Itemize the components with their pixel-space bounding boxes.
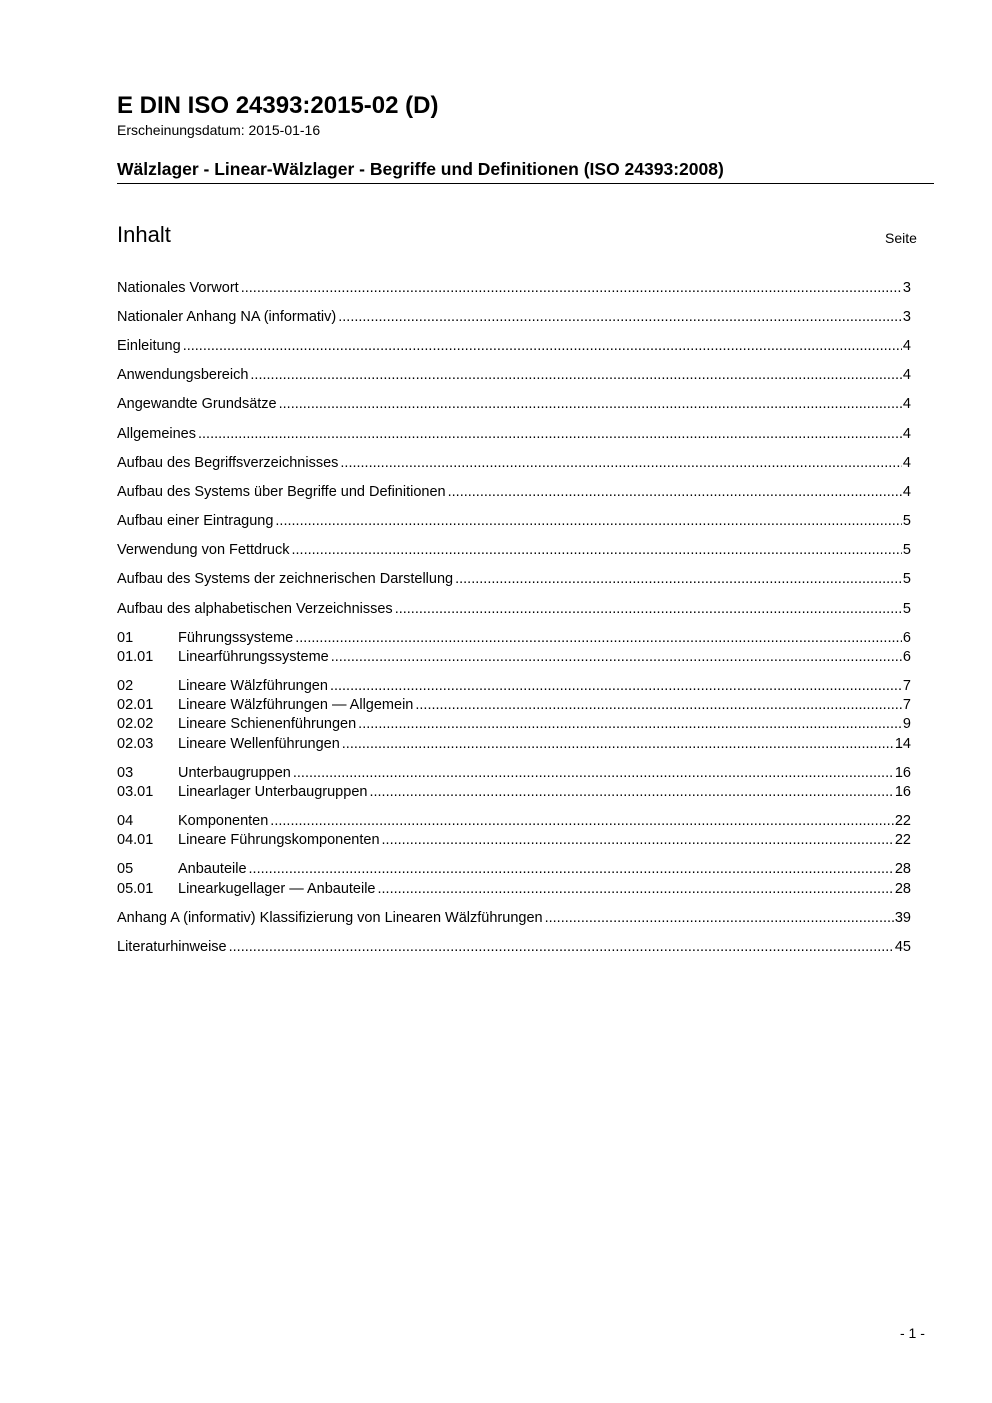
toc-leader-dots [198, 425, 902, 444]
toc-entry-page: 9 [902, 716, 911, 732]
toc-entry[interactable] [117, 570, 911, 589]
toc-entry[interactable] [117, 483, 911, 502]
toc-entry-title: Aufbau des Begriffsverzeichnisses [117, 455, 339, 471]
toc-entry-page: 28 [894, 881, 911, 897]
document-title: Wälzlager - Linear-Wälzlager - Begriffe und Definitionen (ISO 24393:2008) [117, 159, 724, 179]
toc-entry-page: 3 [902, 280, 911, 296]
toc-entry-title: Unterbaugruppen [178, 765, 291, 781]
toc-entry-title: Literaturhinweise [117, 939, 227, 955]
toc-entry[interactable] [117, 279, 911, 298]
toc-entry-number: 03.01 [117, 784, 154, 800]
toc-entry[interactable] [117, 812, 911, 831]
toc-entry[interactable] [117, 512, 911, 531]
toc-entry-title: Lineare Wälzführungen [178, 678, 328, 694]
toc-entry[interactable] [117, 880, 911, 899]
toc-entry[interactable] [117, 696, 911, 715]
toc-entry[interactable] [117, 783, 911, 802]
toc-leader-dots [293, 764, 894, 783]
toc-entry-title: Einleitung [117, 338, 181, 354]
toc-leader-dots [415, 696, 902, 715]
toc-entry[interactable] [117, 909, 911, 928]
toc-entry[interactable] [117, 308, 911, 327]
toc-entry-page: 4 [902, 484, 911, 500]
toc-entry[interactable] [117, 454, 911, 473]
toc-leader-dots [369, 783, 893, 802]
toc-entry-title: Nationales Vorwort [117, 280, 239, 296]
toc-leader-dots [382, 831, 894, 850]
toc-entry[interactable] [117, 860, 911, 879]
toc-leader-dots [249, 860, 894, 879]
toc-leader-dots [330, 677, 902, 696]
toc-leader-dots [292, 541, 902, 560]
toc-leader-dots [295, 629, 902, 648]
toc-entry-page: 6 [902, 649, 911, 665]
toc-entry-number: 04.01 [117, 832, 154, 848]
toc-entry-page: 22 [894, 832, 911, 848]
toc-leader-dots [270, 812, 894, 831]
toc-entry-page: 22 [894, 813, 911, 829]
toc-leader-dots [395, 600, 902, 619]
toc-leader-dots [340, 454, 902, 473]
toc-heading: Inhalt [117, 222, 171, 247]
toc-entry[interactable] [117, 366, 911, 385]
toc-leader-dots [358, 715, 902, 734]
toc-entry-title: Aufbau des alphabetischen Verzeichnisses [117, 601, 393, 617]
toc-entry-number: 01 [117, 630, 134, 646]
toc-entry[interactable] [117, 541, 911, 560]
toc-entry[interactable] [117, 831, 911, 850]
toc-page-label: Seite [885, 230, 917, 246]
toc-entry-page: 3 [902, 309, 911, 325]
toc-entry-title: Lineare Führungskomponenten [178, 832, 380, 848]
publication-date: Erscheinungsdatum: 2015-01-16 [117, 122, 321, 138]
toc-entry-page: 39 [894, 910, 911, 926]
toc-entry-page: 4 [902, 396, 911, 412]
toc-entry-number: 02.02 [117, 716, 154, 732]
toc-entry[interactable] [117, 938, 911, 957]
toc-entry-title: Anwendungsbereich [117, 367, 249, 383]
toc-entry-number: 02.03 [117, 736, 154, 752]
toc-entry-number: 03 [117, 765, 134, 781]
toc-leader-dots [455, 570, 902, 589]
toc-entry-page: 6 [902, 630, 911, 646]
toc-entry-number: 05 [117, 861, 134, 877]
toc-entry-number: 02.01 [117, 697, 154, 713]
toc-leader-dots [275, 512, 902, 531]
toc-leader-dots [342, 735, 894, 754]
toc-entry-page: 28 [894, 861, 911, 877]
toc-entry-page: 14 [894, 736, 911, 752]
toc-entry[interactable] [117, 677, 911, 696]
toc-entry-page: 5 [902, 542, 911, 558]
toc-entry-number: 01.01 [117, 649, 154, 665]
toc-entry-title: Nationaler Anhang NA (informativ) [117, 309, 337, 325]
toc-leader-dots [183, 337, 902, 356]
toc-entry-title: Anbauteile [178, 861, 247, 877]
toc-entry-page: 7 [902, 678, 911, 694]
toc-leader-dots [338, 308, 902, 327]
toc-entry-title: Verwendung von Fettdruck [117, 542, 290, 558]
toc-entry-page: 5 [902, 571, 911, 587]
toc-leader-dots [545, 909, 894, 928]
toc-entry[interactable] [117, 629, 911, 648]
toc-leader-dots [279, 395, 902, 414]
toc-entry-number: 05.01 [117, 881, 154, 897]
toc-leader-dots [378, 880, 894, 899]
page-number: - 1 - [900, 1325, 925, 1341]
toc-entry-title: Allgemeines [117, 426, 196, 442]
toc-entry[interactable] [117, 735, 911, 754]
toc-entry[interactable] [117, 715, 911, 734]
toc-entry-title: Lineare Wellenführungen [178, 736, 340, 752]
toc-entry-page: 5 [902, 513, 911, 529]
toc-entry-page: 5 [902, 601, 911, 617]
toc-entry-title: Aufbau einer Eintragung [117, 513, 274, 529]
toc-entry-number: 04 [117, 813, 134, 829]
toc-entry[interactable] [117, 764, 911, 783]
toc-leader-dots [229, 938, 894, 957]
toc-entry-title: Lineare Schienenführungen [178, 716, 357, 732]
toc-leader-dots [448, 483, 902, 502]
title-divider [117, 183, 934, 184]
toc-leader-dots [250, 366, 902, 385]
toc-entry[interactable] [117, 395, 911, 414]
toc-entry-title: Linearkugellager — Anbauteile [178, 881, 376, 897]
toc-entry-page: 4 [902, 367, 911, 383]
toc-entry-page: 16 [894, 784, 911, 800]
toc-entry-title: Linearlager Unterbaugruppen [178, 784, 368, 800]
toc-entry-title: Führungssysteme [178, 630, 294, 646]
toc-entry-page: 4 [902, 338, 911, 354]
toc-entry-title: Lineare Wälzführungen — Allgemein [178, 697, 414, 713]
toc-entry-number: 02 [117, 678, 134, 694]
toc-entry[interactable] [117, 425, 911, 444]
toc-entry[interactable] [117, 648, 911, 667]
document-id: E DIN ISO 24393:2015-02 (D) [117, 92, 439, 119]
toc-entry-page: 45 [894, 939, 911, 955]
toc-entry-title: Linearführungssysteme [178, 649, 329, 665]
toc-entry-title: Komponenten [178, 813, 269, 829]
toc-entry-title: Aufbau des Systems der zeichnerischen Darstellung [117, 571, 454, 587]
toc-leader-dots [241, 279, 902, 298]
toc-entry-page: 4 [902, 455, 911, 471]
toc-entry-title: Aufbau des Systems über Begriffe und Definitionen [117, 484, 446, 500]
toc-entry-title: Angewandte Grundsätze [117, 396, 277, 412]
toc-entry-page: 16 [894, 765, 911, 781]
toc-leader-dots [331, 648, 902, 667]
toc-entry-title: Anhang A (informativ) Klassifizierung von Linearen Wälzführungen [117, 910, 543, 926]
toc-entry[interactable] [117, 337, 911, 356]
toc-entry[interactable] [117, 600, 911, 619]
toc-entry-page: 7 [902, 697, 911, 713]
toc-entry-page: 4 [902, 426, 911, 442]
